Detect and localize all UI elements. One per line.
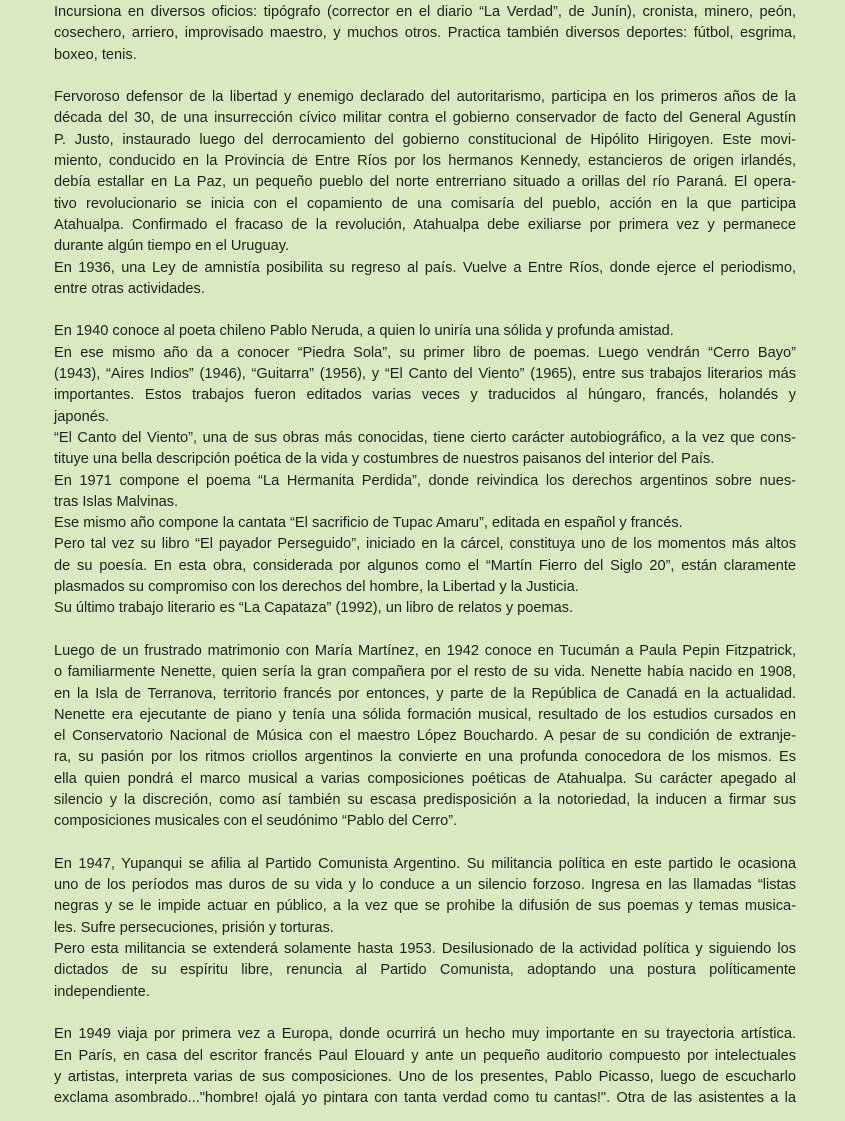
text-line: en la Isla de Terranova, territorio francés por entonces, y parte de la República de Canadá en la actualidad.: [54, 685, 796, 702]
text-line: (1943), “Aires Indios” (1946), “Guitarra” (1956), y “El Canto del Viento” (1965), entre sus trabajos literarios más: [54, 366, 796, 383]
text-line: composiciones musicales con el seudónimo “Pablo del Cerro”.: [54, 813, 458, 830]
paragraph-gap: [54, 300, 796, 321]
text-line: En 1940 conoce al poeta chileno Pablo Neruda, a quien lo uniría una sólida y profunda amistad.: [54, 323, 674, 340]
text-line: Nenette era ejecutante de piano y tenía una sólida formación musical, resultado de los estudios cursados en: [54, 706, 796, 723]
text-line: Ese mismo año compone la cantata “El sacrificio de Tupac Amaru”, editada en español y francés.: [54, 515, 683, 532]
text-line: En 1971 compone el poema “La Hermanita Perdida”, donde reivindica los derechos argentinos sobre nues-: [54, 472, 796, 489]
text-line: Su último trabajo literario es “La Capataza” (1992), un libro de relatos y poemas.: [54, 600, 574, 617]
text-line: negras y se le impide actuar en público, a la vez que se prohibe la difusión de sus poemas y temas musica-: [54, 898, 796, 915]
text-line: silencio y la discreción, como así también su escasa predisposición a la notoriedad, la inducen a firmar sus: [54, 791, 796, 808]
text-line: tras Islas Malvinas.: [54, 493, 179, 510]
text-line: debía estallar en La Paz, un pequeño pueblo del norte entrerriano situado a orillas del río Paraná. El opera-: [54, 174, 796, 191]
text-line: cosechero, arriero, improvisado maestro, y muchos otros. Practica también diversos deportes: fútbol, esgrima,: [54, 25, 796, 42]
text-line: Fervoroso defensor de la libertad y enemigo declarado del autoritarismo, participa en los primeros años de la: [54, 89, 796, 106]
text-line: P. Justo, instaurado luego del derrocamiento del gobierno constitucional de Hipólito Hirigoyen. Este movi-: [54, 131, 796, 148]
text-line: importantes. Estos trabajos fueron editados varias veces y traducidos al húngaro, francés, holandés y: [54, 387, 796, 404]
text-line: exclama asombrado..."hombre! ojalá yo pintara con tanta verdad como tu cantas!". Otra de las asistentes a la: [54, 1090, 796, 1107]
text-line: durante algún tiempo en el Uruguay.: [54, 238, 290, 255]
text-line: “El Canto del Viento”, una de sus obras más conocidas, tiene cierto carácter autobiográfico, a la vez que cons-: [54, 429, 796, 446]
text-line: Luego de un frustrado matrimonio con María Martínez, en 1942 conoce en Tucumán a Paula Pepin Fitzpatrick,: [54, 642, 796, 659]
text-line: entre otras actividades.: [54, 280, 205, 297]
paragraph-gap: [54, 1003, 796, 1024]
paragraph-gap: [54, 620, 796, 641]
text-line: ella quien pondrá el marco musical a varias composiciones poéticas de Atahualpa. Su carácter apegado al: [54, 770, 796, 787]
paragraph: [54, 87, 796, 300]
text-line: boxeo, tenis.: [54, 46, 137, 63]
text-line: miento, conducido en la Provincia de Entre Ríos por los hermanos Kennedy, estancieros de origen irlandés,: [54, 153, 796, 170]
text-line: plasmados su compromiso con los derechos del hombre, la Libertad y la Justicia.: [54, 579, 579, 596]
text-line: ra, su pasión por los ritmos criollos argentinos la convierte en una profunda conocedora de los mismos. Es: [54, 749, 796, 766]
text-line: tivo revolucionario se inicia con el copamiento de una comisaría del pueblo, acción en la que participa: [54, 195, 796, 212]
text-line: tituye una bella descripción poética de la vida y costumbres de nuestros paisanos del interior del País.: [54, 451, 715, 468]
text-line: década del 30, de una insurrección cívico militar contra el gobierno conservador de facto del General Agustín: [54, 110, 796, 127]
text-line: de su poesía. En esta obra, considerada por algunos como el “Martín Fierro del Siglo 20”, están claramente: [54, 557, 796, 574]
paragraph: [54, 854, 796, 1003]
text-line: Pero tal vez su libro “El payador Perseguido”, iniciado en la cárcel, constituya uno de los momentos más altos: [54, 536, 796, 553]
paragraph: [54, 321, 796, 619]
text-line: independiente.: [54, 983, 150, 1000]
text-line: En París, en casa del escritor francés Paul Elouard y ante un pequeño auditorio compuesto por intelectuales: [54, 1047, 796, 1064]
text-line: dictados de su espíritu libre, renuncia al Partido Comunista, adoptando una postura políticamente: [54, 962, 796, 979]
text-line: En ese mismo año da a conocer “Piedra Sola”, su primer libro de poemas. Luego vendrán “Cerro Bayo”: [54, 344, 796, 361]
paragraph: [54, 641, 796, 833]
text-line: Pero esta militancia se extenderá solamente hasta 1953. Desilusionado de la actividad política y siguiendo los: [54, 941, 796, 958]
text-line: uno de los períodos mas duros de su vida y lo conduce a un silencio forzoso. Ingresa en las llamadas “listas: [54, 877, 796, 894]
paragraph-gap: [54, 66, 796, 87]
paragraph: [54, 2, 796, 66]
text-line: o familiarmente Nenette, quien sería la gran compañera por el resto de su vida. Nenette había nacido en 1908,: [54, 664, 796, 681]
text-line: En 1936, una Ley de amnistía posibilita su regreso al país. Vuelve a Entre Ríos, donde ejerce el periodismo,: [54, 259, 796, 276]
text-line: Incursiona en diversos oficios: tipógrafo (corrector en el diario “La Verdad”, de Junín), cronista, minero, peón,: [54, 4, 796, 20]
text-line: el Conservatorio Nacional de Música con el maestro López Bouchardo. A pesar de su condición de extranje-: [54, 728, 796, 745]
text-line: les. Sufre persecuciones, prisión y torturas.: [54, 919, 334, 936]
article-body: [54, 2, 796, 1109]
paragraph-gap: [54, 833, 796, 854]
text-line: y artistas, interpreta varias de sus composiciones. Uno de los presentes, Pablo Picasso, luego de escucharlo: [54, 1068, 796, 1085]
text-line: En 1947, Yupanqui se afilia al Partido Comunista Argentino. Su militancia política en este partido le ocasiona: [54, 855, 796, 872]
text-line: Atahualpa. Confirmado el fracaso de la revolución, Atahualpa debe exiliarse por primera vez y permanece: [54, 216, 796, 233]
paragraph: [54, 1024, 796, 1109]
text-line: japonés.: [54, 408, 110, 425]
text-line: En 1949 viaja por primera vez a Europa, donde ocurrirá un hecho muy importante en su trayectoria artística.: [54, 1026, 796, 1043]
